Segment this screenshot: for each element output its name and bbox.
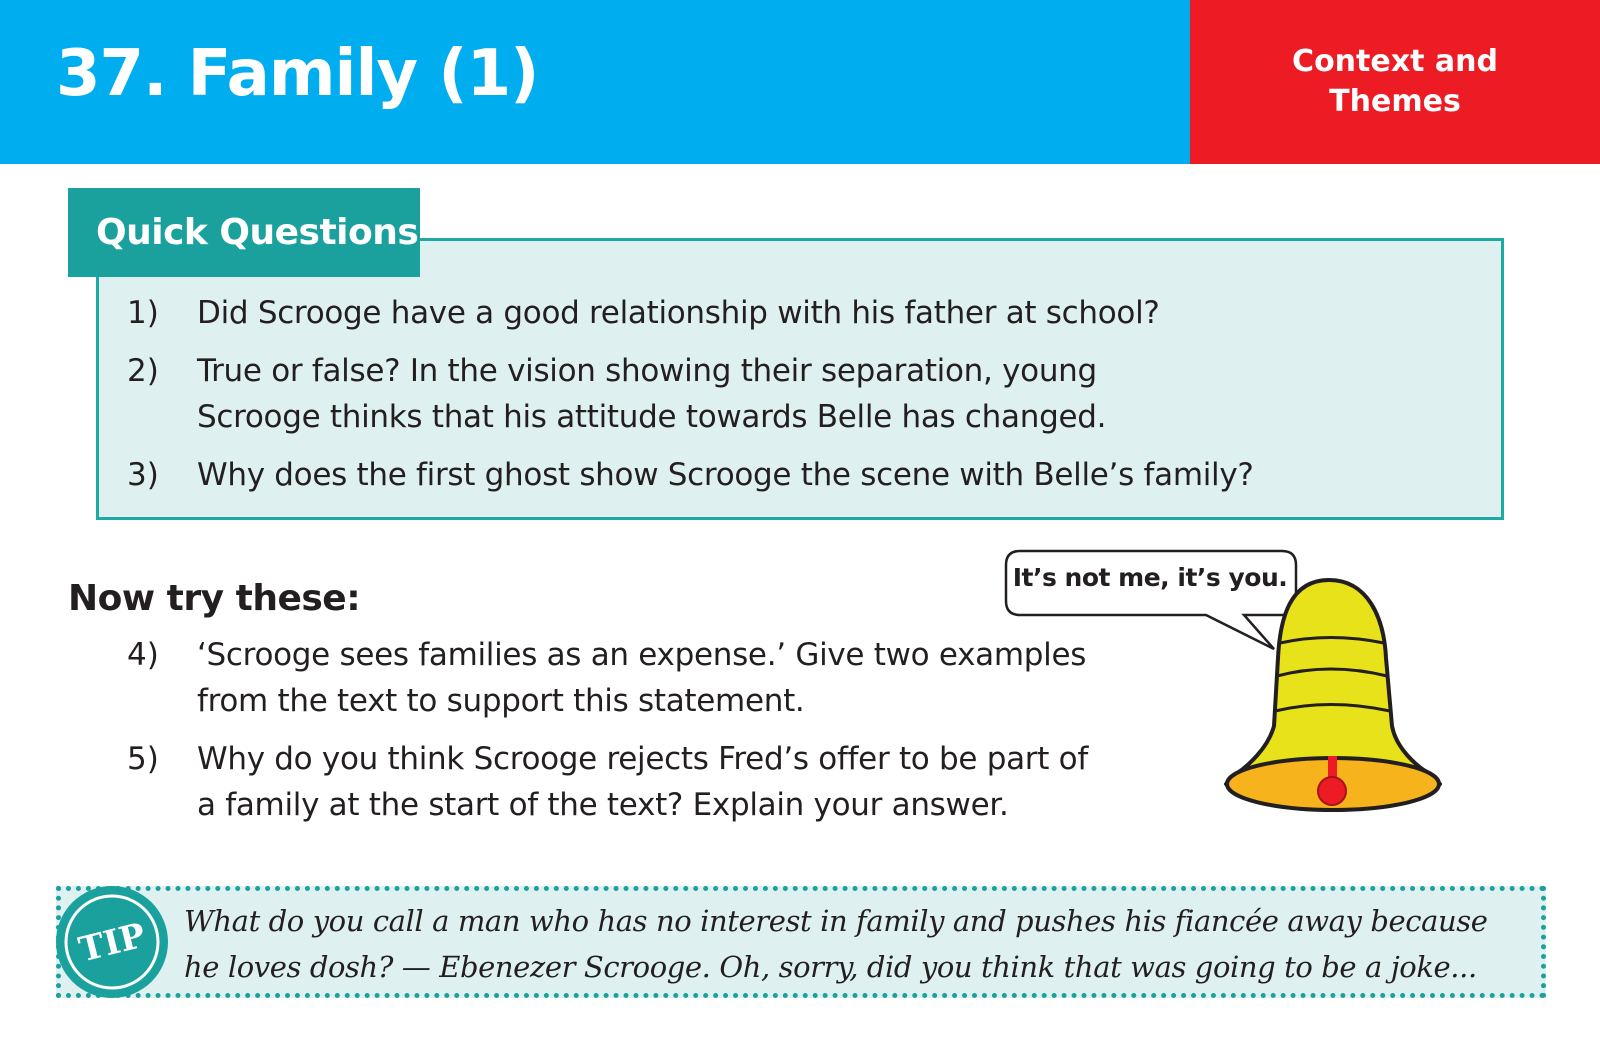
quick-questions-tab [68, 188, 420, 277]
tip-line: What do you call a man who has no interest in family and pushes his fiancée away because [184, 904, 1488, 938]
tip-badge [52, 882, 172, 1002]
question-text: from the text to support this statement. [197, 683, 805, 719]
question-text: a family at the start of the text? Explain your answer. [197, 787, 1009, 823]
speech-bubble-text: It’s not me, it’s you. [1012, 563, 1288, 592]
tip-badge-label: TIP [75, 915, 150, 971]
question-number: 3) [127, 457, 159, 493]
section-tag [1190, 0, 1600, 164]
now-try-heading: Now try these: [68, 578, 361, 619]
quick-questions-heading: Quick Questions [96, 212, 419, 253]
question-number: 4) [127, 637, 159, 673]
tip-text [184, 898, 1514, 990]
tip-line: he loves dosh? — Ebenezer Scrooge. Oh, sorry, did you think that was going to be a joke... [184, 950, 1477, 984]
page-title: 37. Family (1) [56, 37, 539, 111]
section-tag-text [1190, 42, 1600, 122]
question-text: True or false? In the vision showing their separation, young [197, 353, 1097, 389]
question-number: 2) [127, 353, 159, 389]
question-text: Did Scrooge have a good relationship with his father at school? [197, 295, 1160, 331]
question-text: Why does the first ghost show Scrooge the scene with Belle’s family? [197, 457, 1254, 493]
question-number: 1) [127, 295, 159, 331]
section-tag-line2: Themes [1329, 84, 1461, 119]
question-text: ‘Scrooge sees families as an expense.’ Give two examples [197, 637, 1087, 673]
question-number: 5) [127, 741, 159, 777]
question-text: Why do you think Scrooge rejects Fred’s offer to be part of [197, 741, 1088, 777]
section-tag-line1: Context and [1292, 44, 1498, 79]
question-text: Scrooge thinks that his attitude towards Belle has changed. [197, 399, 1107, 435]
